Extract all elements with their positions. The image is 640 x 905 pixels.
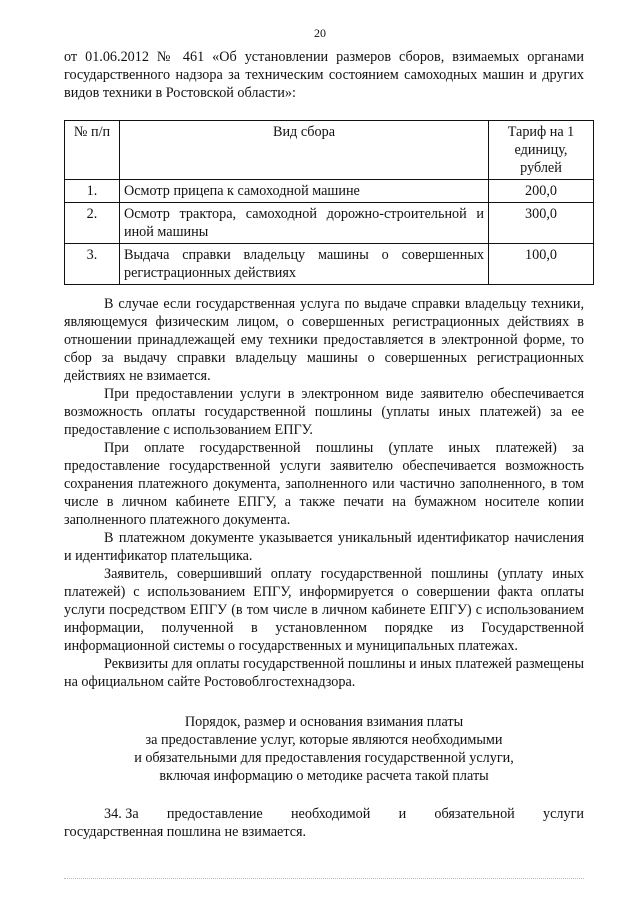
final-paragraph-first-line [64, 805, 584, 823]
final-word: необходимой [290, 806, 371, 822]
intro-paragraph: от 01.06.2012 № 461 «Об установлении размеров сборов, взимаемых органами государственного надзора за техническим состоянием самоходных машин и других видов техники в Ростовской области»: [64, 49, 584, 101]
table-header-row [65, 121, 594, 180]
page-number: 20 [314, 26, 326, 40]
row-tariff: 200,0 [489, 180, 594, 203]
final-word: 34. За [104, 806, 139, 822]
fees-table [64, 120, 594, 285]
section-heading-line: за предоставление услуг, которые являются необходимыми [145, 732, 503, 748]
row-num: 1. [65, 180, 120, 203]
final-paragraph [64, 805, 584, 841]
row-num: 3. [65, 244, 120, 285]
paragraph-payment-notification: Заявитель, совершивший оплату государственной пошлины (уплату иных платежей) с использованием ЕПГУ, информируется о совершении факта оплаты услуги посредством ЕПГУ (в том числе в личном кабинете ЕПГУ) с использованием информации, полученной в установленном порядке из Государственной информационной системы о государственных и муниципальных платежах. [64, 566, 584, 654]
paragraph-payment-document: При оплате государственной пошлины (уплате иных платежей) за предоставление государственной услуги заявителю обеспечивается возможность сохранения платежного документа, заполненного или частично заполненного, в том числе в личном кабинете ЕПГУ, а также печати на бумажном носителе копии заполненного платежного документа. [64, 440, 584, 528]
row-name: Выдача справки владельцу машины о совершенных регистрационных действиях [120, 244, 489, 285]
final-word: обязательной [434, 806, 515, 822]
row-num: 2. [65, 203, 120, 244]
row-name: Осмотр прицепа к самоходной машине [120, 180, 489, 203]
body-paragraphs [64, 295, 584, 691]
document-body [64, 48, 584, 841]
final-word: и [398, 806, 407, 822]
section-heading-line: и обязательными для предоставления государственной услуги, [134, 750, 514, 766]
final-word: предоставление [166, 806, 263, 822]
header-tariff: Тариф на 1 единицу, рублей [489, 121, 594, 180]
row-tariff: 100,0 [489, 244, 594, 285]
row-name: Осмотр трактора, самоходной дорожно-строительной и иной машины [120, 203, 489, 244]
paragraph-electronic-form: В случае если государственная услуга по выдаче справки владельцу техники, являющемуся физическим лицом, о совершенных регистрационных действиях в отношении принадлежащей ему техники предоставляется в электронной форме, то сбор за выдачу справки владельцу машины о совершенных регистрационных действиях не взимается. [64, 296, 584, 384]
table-row [65, 180, 594, 203]
table-row [65, 203, 594, 244]
header-name: Вид сбора [120, 121, 489, 180]
row-tariff: 300,0 [489, 203, 594, 244]
paragraph-payment-possibility: При предоставлении услуги в электронном виде заявителю обеспечивается возможность оплаты государственной пошлины (уплаты иных платежей) за ее предоставление с использованием ЕПГУ. [64, 386, 584, 438]
section-heading [64, 713, 584, 785]
section-heading-line: Порядок, размер и основания взимания платы [184, 714, 464, 730]
paragraph-identifiers: В платежном документе указывается уникальный идентификатор начисления и идентификатор плательщика. [64, 530, 584, 564]
section-heading-line: включая информацию о методике расчета такой платы [159, 768, 489, 784]
header-num: № п/п [65, 121, 120, 180]
paragraph-payment-details: Реквизиты для оплаты государственной пошлины и иных платежей размещены на официальном сайте Ростовоблгостехнадзора. [64, 656, 584, 690]
final-paragraph-continuation: государственная пошлина не взимается. [64, 824, 307, 840]
scan-artifact-line [64, 878, 584, 879]
final-word: услуги [543, 806, 584, 822]
table-row [65, 244, 594, 285]
